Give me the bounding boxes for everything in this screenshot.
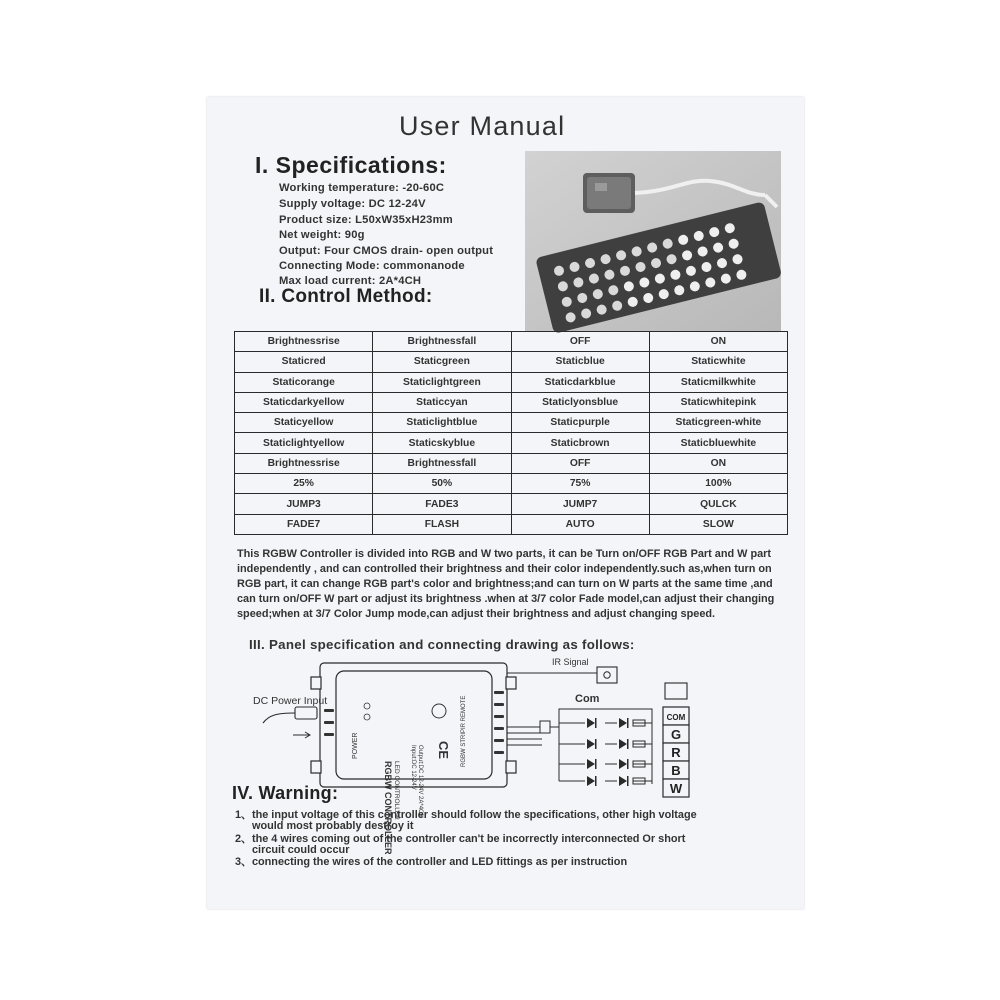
spec-connecting-mode: Connecting Mode: commonanode — [279, 260, 465, 272]
table-cell: Staticgreen — [373, 352, 511, 372]
table-row — [235, 372, 788, 392]
channel-w: W — [669, 781, 683, 796]
table-cell: Staticyellow — [235, 413, 373, 433]
channel-g: G — [670, 727, 682, 742]
table-cell: FADE7 — [235, 514, 373, 534]
table-cell: Staticpurple — [511, 413, 649, 433]
remote-label: IR REMOTE — [461, 695, 467, 729]
table-cell: Staticblue — [511, 352, 649, 372]
specifications-heading: I. Specifications: — [255, 152, 447, 178]
table-cell: Brightnessrise — [235, 453, 373, 473]
table-row — [235, 453, 788, 473]
warning-item-1: 1、the input voltage of this controller should follow the specifications, other high voltage — [235, 809, 697, 821]
table-cell: 25% — [235, 474, 373, 494]
table-cell: Staticgreen-white — [649, 413, 787, 433]
com-label: Com — [575, 693, 600, 705]
table-cell: Staticorange — [235, 372, 373, 392]
document-title: User Manual — [399, 111, 566, 141]
table-cell: ON — [649, 332, 787, 352]
warning-item-2: 2、the 4 wires coming out of the controller can't be incorrectly interconnected Or short — [235, 833, 686, 845]
channel-r: R — [671, 745, 681, 760]
table-cell: 50% — [373, 474, 511, 494]
dc-power-label: DC Power Input — [253, 695, 328, 707]
table-cell: Staticbluewhite — [649, 433, 787, 453]
table-cell: Staticcyan — [373, 392, 511, 412]
warning-item-1-cont: would most probably destroy it — [252, 820, 414, 832]
table-cell: Staticlightgreen — [373, 372, 511, 392]
table-cell: JUMP3 — [235, 494, 373, 514]
controller-description: This RGBW Controller is divided into RGB and W two parts, it can be Turn on/OFF RGB Part and W part independently , and can controlled their brightness and their color independently.such as,when turn on RGB part, it can change RGB part's color and brightness;and can turn on W parts at the same time ,and can turn on/OFF W part or adjust its brightness .when at 3/7 color Fade model,can adjust their changing speed;when at 3/7 Color Jump mode,can adjust their brightness and adjust changing speed. — [237, 548, 775, 620]
strip-label: RGBW STRIP — [461, 728, 467, 767]
table-cell: Staticlyonsblue — [511, 392, 649, 412]
table-cell: ON — [649, 453, 787, 473]
table-row — [235, 332, 788, 352]
spec-product-size: Product size: L50xW35xH23mm — [279, 214, 453, 226]
led-strip-icon — [550, 709, 652, 784]
output-wires — [507, 727, 542, 745]
table-cell: QULCK — [649, 494, 787, 514]
table-cell: 100% — [649, 474, 787, 494]
table-row — [235, 514, 788, 534]
device-name-label: RGBW CONTROLLER — [383, 761, 393, 855]
warning-item-2-cont: circuit could occur — [252, 844, 350, 856]
table-cell: 75% — [511, 474, 649, 494]
table-cell: Brightnessrise — [235, 332, 373, 352]
device-subtitle-label: LED CONTROLLER — [393, 761, 400, 820]
table-cell: Staticdarkblue — [511, 372, 649, 392]
channel-com: COM — [666, 713, 686, 722]
device-output-label: Output:DC 12-24V 2A*4CH — [417, 745, 423, 818]
ir-signal-label: IR Signal — [552, 657, 589, 667]
connector-icon — [540, 721, 550, 733]
table-cell: Staticred — [235, 352, 373, 372]
table-cell: Staticskyblue — [373, 433, 511, 453]
spec-output: Output: Four CMOS drain- open output — [279, 245, 494, 257]
table-cell: FLASH — [373, 514, 511, 534]
table-cell: Brightnessfall — [373, 332, 511, 352]
table-row — [235, 494, 788, 514]
table-cell: Staticwhite — [649, 352, 787, 372]
spec-max-load-current: Max load current: 2A*4CH — [279, 275, 422, 287]
table-cell: Staticdarkyellow — [235, 392, 373, 412]
control-method-heading: II. Control Method: — [259, 286, 433, 307]
device-input-label: Input:DC 12-24V — [410, 745, 416, 790]
led-diodes-icon — [587, 718, 629, 786]
control-table — [234, 331, 788, 535]
table-cell: JUMP7 — [511, 494, 649, 514]
table-cell: Brightnessfall — [373, 453, 511, 473]
channel-b: B — [671, 763, 681, 778]
warning-item-3: 3、connecting the wires of the controller and LED fittings as per instruction — [235, 856, 628, 868]
ce-mark: CE — [436, 741, 451, 760]
table-cell: Staticlightblue — [373, 413, 511, 433]
warning-heading: IV. Warning: — [232, 783, 339, 803]
table-cell: OFF — [511, 453, 649, 473]
table-row — [235, 352, 788, 372]
dc-jack-icon — [263, 707, 317, 723]
controller-box-icon — [583, 173, 635, 213]
table-cell: Staticwhitepink — [649, 392, 787, 412]
table-cell: FADE3 — [373, 494, 511, 514]
table-cell: SLOW — [649, 514, 787, 534]
table-row — [235, 392, 788, 412]
spec-supply-voltage: Supply voltage: DC 12-24V — [279, 198, 426, 210]
table-cell: AUTO — [511, 514, 649, 534]
panel-heading: III. Panel specification and connecting drawing as follows: — [249, 637, 635, 652]
ir-receiver-icon — [597, 667, 617, 683]
manual-page — [207, 97, 804, 909]
table-cell: OFF — [511, 332, 649, 352]
table-row — [235, 474, 788, 494]
spec-working-temperature: Working temperature: -20-60C — [279, 182, 445, 194]
table-row — [235, 433, 788, 453]
product-photo — [525, 151, 781, 332]
spec-net-weight: Net weight: 90g — [279, 229, 365, 241]
table-cell: Staticbrown — [511, 433, 649, 453]
power-label: POWER — [352, 732, 359, 759]
terminal-block-icon — [665, 683, 687, 699]
table-cell: Staticmilkwhite — [649, 372, 787, 392]
table-cell: Staticlightyellow — [235, 433, 373, 453]
table-row — [235, 413, 788, 433]
